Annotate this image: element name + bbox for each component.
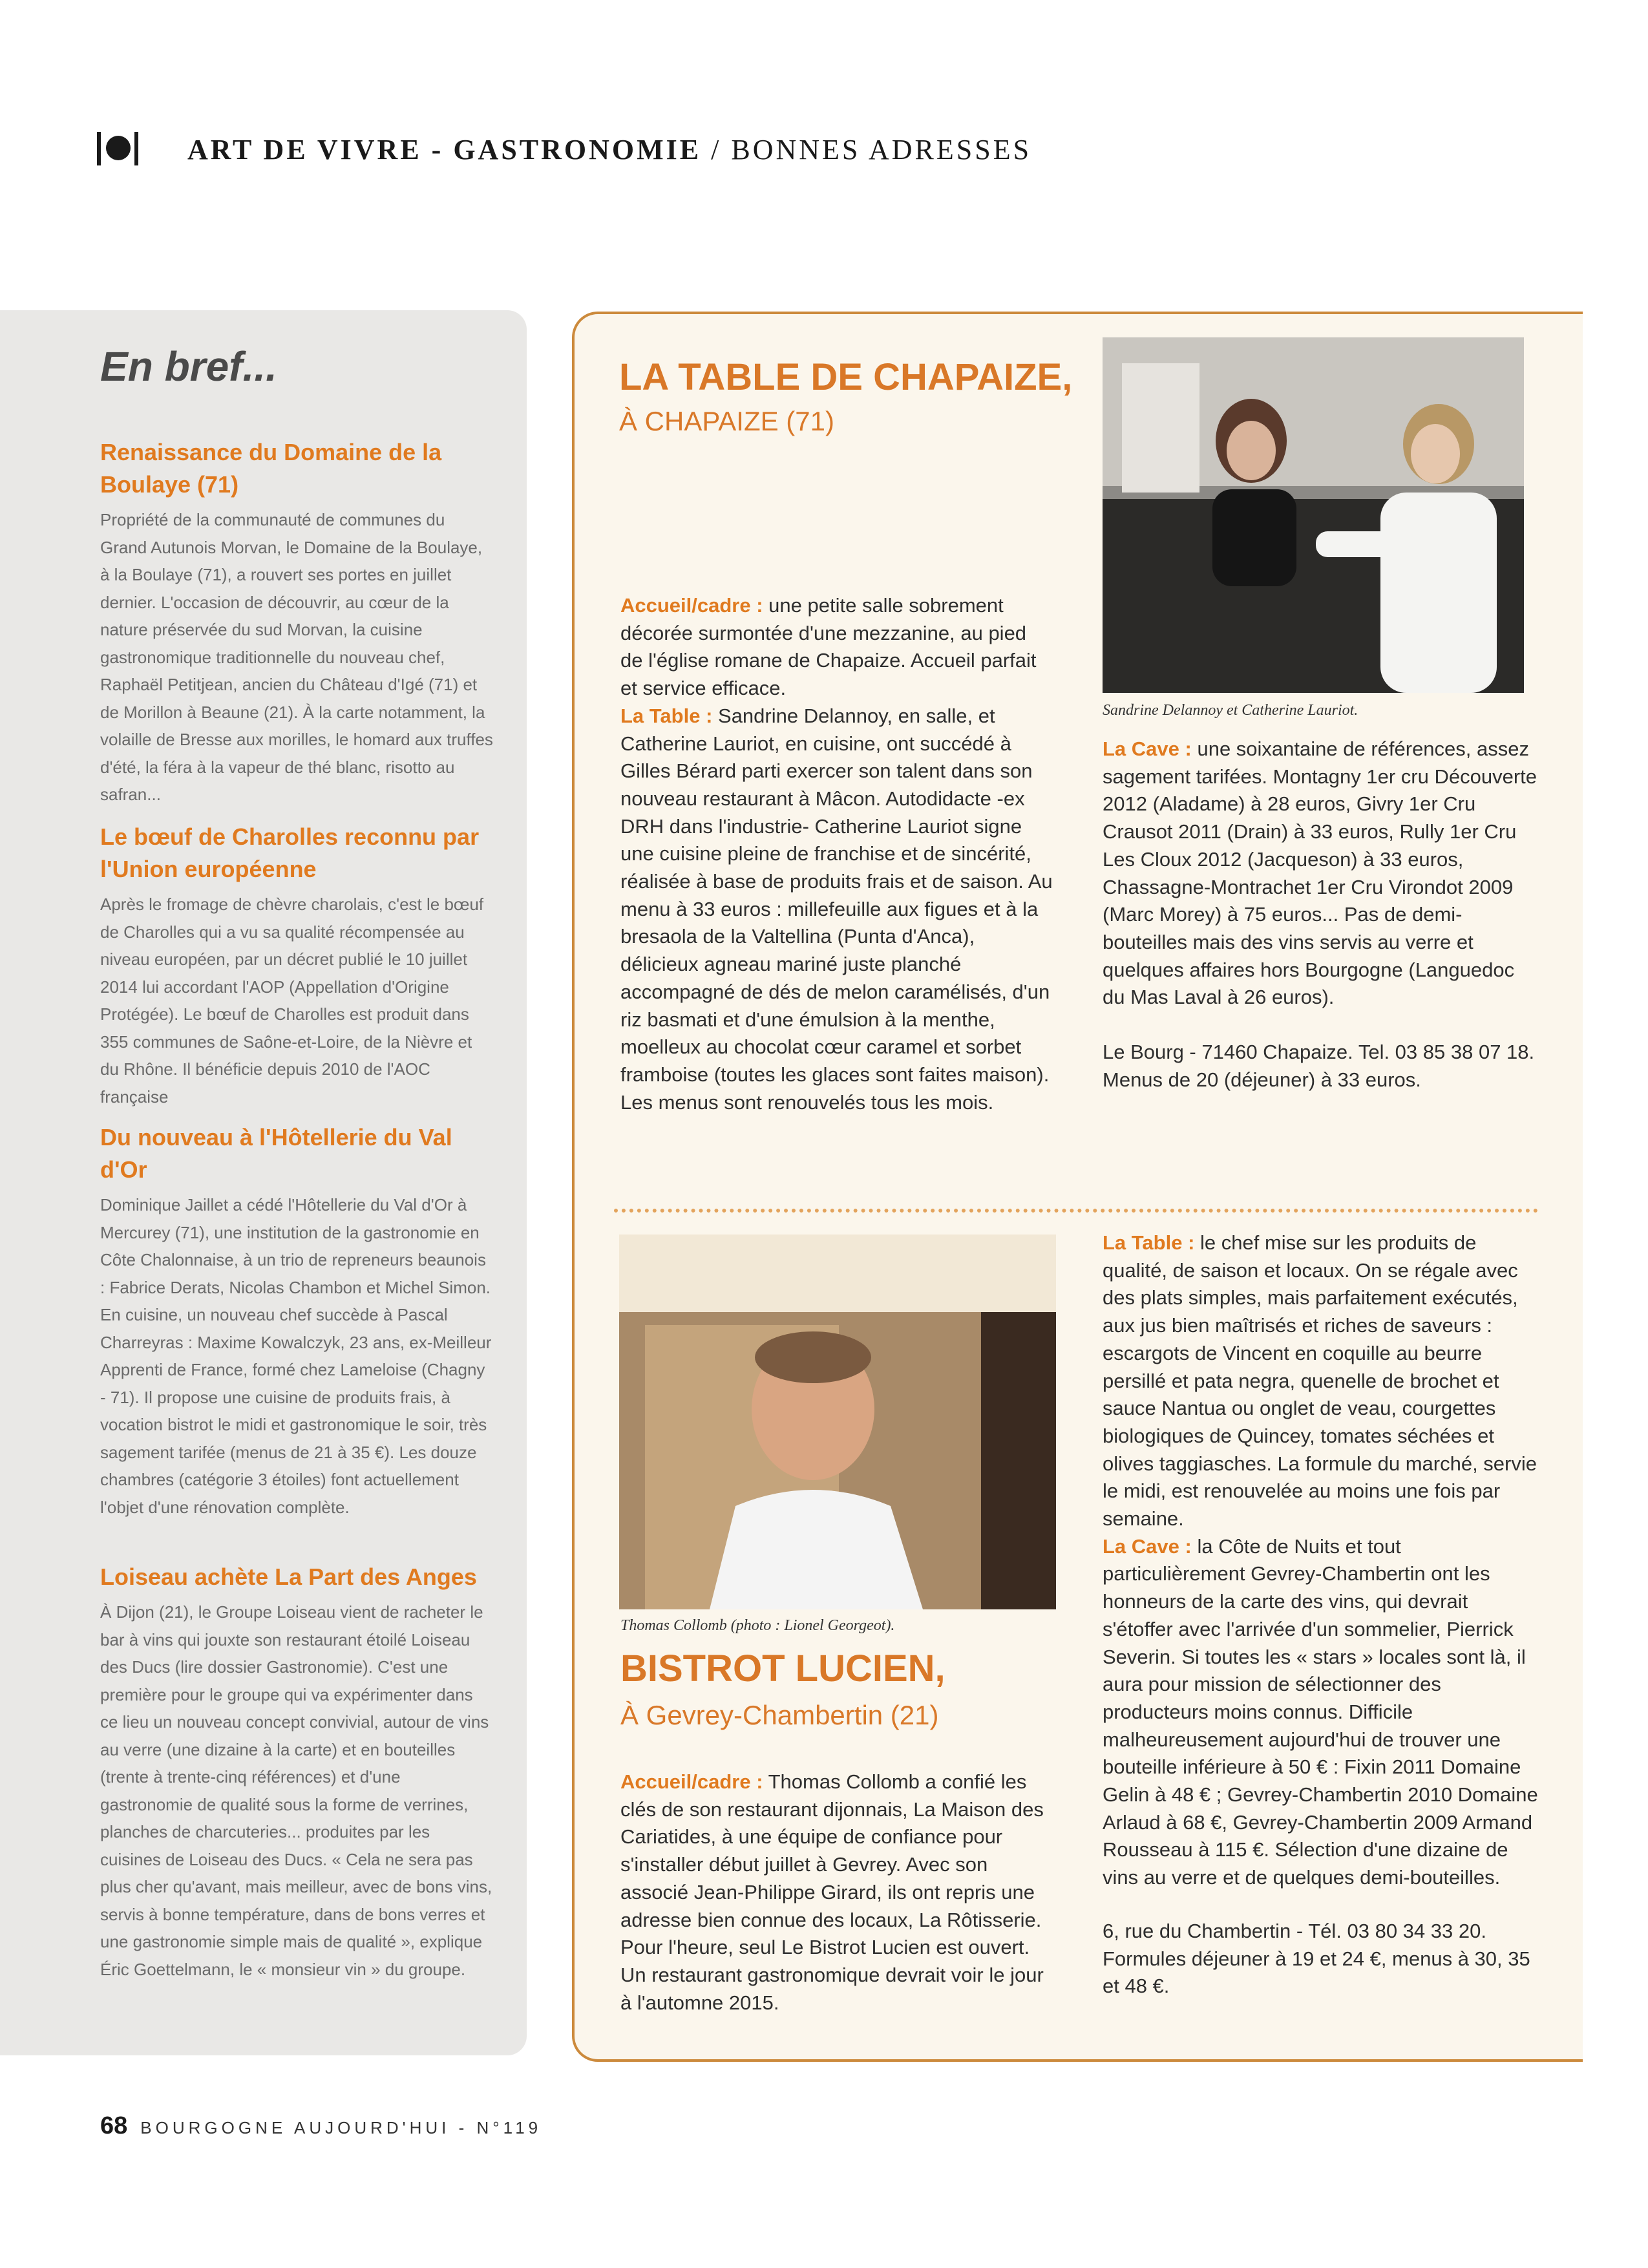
brief-item (100, 436, 494, 809)
chapaize-title: LA TABLE DE CHAPAIZE, (619, 356, 1073, 398)
en-bref-sidebar (0, 310, 527, 2055)
accueil-text: Thomas Collomb a confié les clés de son restaurant dijonnais, La Maison des Cariatides, à une équipe de confiance pour s'installer début juillet à Gevrey. Avec son associé Jean-Philippe Girard, ils ont repris une adresse bien connue des locaux, La Rôtisserie. Pour l'heure, seul Le Bistrot Lucien est ouvert. Un restaurant gastronomique devrait voir le jour à l'automne 2015. (620, 1770, 1044, 2014)
brief-text: Propriété de la communauté de communes du Grand Autunois Morvan, le Domaine de la Boulaye, à la Boulaye (71), a rouvert ses portes en juillet dernier. L'occasion de découvrir, au cœur de la nature préservée du sud Morvan, la cuisine gastronomique traditionnelle du nouveau chef, Raphaël Petitjean, ancien du Château d'Igé (71) et de Morillon à Beaune (21). À la carte notamment, la volaille de Bresse aux morilles, le homard aux truffes d'été, la féra à la vapeur de thé blanc, risotto au safran... (100, 510, 493, 804)
chapaize-text-right (1103, 736, 1542, 1094)
magazine-logo-icon (97, 132, 136, 165)
brief-title: Renaissance du Domaine de la Boulaye (71) (100, 439, 442, 498)
lucien-text-left (620, 1768, 1053, 2017)
table-text: Sandrine Delannoy, en salle, et Catherine Lauriot, en cuisine, ont succédé à Gilles Bérard parti exercer son talent dans son nouveau restaurant à Mâcon. Autodidacte -ex DRH dans l'industrie- Catherine Lauriot signe une cuisine pleine de franchise et de sincérité, réalisée à base de produits frais et de saison. Au menu à 33 euros : millefeuille aux figues et à la bresaola de la Valtellina (Punta d'Anca), délicieux agneau mariné juste planché accompagné de dés de melon caramélisés, d'un riz basmati et d'une émulsion à la menthe, moelleux au chocolat cœur caramel et sorbet framboise (toutes les glaces sont faites maison). Les menus sont renouvelés tous les mois. (620, 704, 1053, 1114)
cave-label: La Cave : (1103, 1534, 1192, 1558)
lucien-photo (619, 1235, 1056, 1609)
brief-title: Loiseau achète La Part des Anges (100, 1563, 477, 1590)
lucien-text-right (1103, 1229, 1542, 2000)
brief-text: Dominique Jaillet a cédé l'Hôtellerie du Val d'Or à Mercurey (71), une institution de la gastronomie en Côte Chalonnaise, à un trio de repreneurs beaunois : Fabrice Derats, Nicolas Chambon et Michel Simon. En cuisine, un nouveau chef succède à Pascal Charreyras : Maxime Kowalczyk, 23 ans, ex-Meilleur Apprenti de France, formé chez Lameloise (Chagny - 71). Il propose une cuisine de produits frais, à vocation bistrot le midi et gastronomique le soir, très sagement tarifée (menus de 21 à 35 €). Les douze chambres (catégorie 3 étoiles) font actuellement l'objet d'une rénovation complète. (100, 1195, 492, 1517)
lucien-address: 6, rue du Chambertin - Tél. 03 80 34 33 20. Formules déjeuner à 19 et 24 €, menus à 30, 35 et 48 €. (1103, 1919, 1530, 1998)
chapaize-caption: Sandrine Delannoy et Catherine Lauriot. (1103, 702, 1358, 719)
section-separator (614, 1209, 1538, 1213)
brief-text: Après le fromage de chèvre charolais, c'est le bœuf de Charolles qui a vu sa qualité récompensée au niveau européen, par un décret publié le 10 juillet 2014 lui accordant l'AOP (Appellation d'Origine Protégée). Le bœuf de Charolles est produit dans 355 communes de Saône-et-Loire, de la Nièvre et du Rhône. Il bénéficie depuis 2010 de l'AOC française (100, 895, 484, 1107)
chapaize-text-left (620, 592, 1053, 1116)
cave-label: La Cave : (1103, 737, 1192, 760)
brief-item (100, 821, 494, 1110)
page-header (97, 128, 1519, 173)
brief-title: Le bœuf de Charolles reconnu par l'Union européenne (100, 823, 480, 882)
cave-text: une soixantaine de références, assez sagement tarifées. Montagny 1er cru Découverte 2012 (Aladame) à 28 euros, Givry 1er Cru Crausot 2011 (Drain) à 33 euros, Rully 1er Cru Les Cloux 2012 (Jacqueson) à 33 euros, Chassagne-Montrachet 1er Cru Virondot 2009 (Marc Morey) à 75 euros... Pas de demi-bouteilles mais des vins servis au verre et quelques affaires hors Bourgogne (Languedoc du Mas Laval à 26 euros). (1103, 737, 1537, 1009)
section-title-rest: / BONNES ADRESSES (701, 134, 1032, 165)
magazine-name: BOURGOGNE AUJOURD'HUI - N°119 (140, 2118, 542, 2137)
page-number: 68 (100, 2112, 128, 2139)
sidebar-heading: En bref... (100, 343, 277, 390)
brief-item (100, 1121, 494, 1521)
accueil-text: une petite salle sobrement décorée surmontée d'une mezzanine, au pied de l'église romane de Chapaize. Accueil parfait et service efficace. (620, 594, 1037, 700)
brief-title: Du nouveau à l'Hôtellerie du Val d'Or (100, 1124, 452, 1183)
accueil-label: Accueil/cadre : (620, 1770, 763, 1793)
table-label: La Table : (620, 704, 713, 727)
brief-text: À Dijon (21), le Groupe Loiseau vient de racheter le bar à vins qui jouxte son restaurant étoilé Loiseau des Ducs (lire dossier Gastronomie). C'est une première pour le groupe qui va expérimenter dans ce lieu un nouveau concept convivial, autour de vins au verre (une dizaine à la carte) et en bouteilles (trente à trente-cinq références) et d'une gastronomie de qualité sous la forme de verrines, planches de charcuteries... produites par les cuisines de Loiseau des Ducs. « Cela ne sera pas plus cher qu'avant, mais meilleur, avec de bons vins, servis à bonne température, dans de bons verres et une gastronomie simple mais de qualité », explique Éric Goettelmann, le « monsieur vin » du groupe. (100, 1602, 492, 1979)
lucien-caption: Thomas Collomb (photo : Lionel Georgeot). (620, 1617, 895, 1634)
table-text: le chef mise sur les produits de qualité, de saison et locaux. On se régale avec des plats simples, mais parfaitement exécutés, aux jus bien maîtrisés et riches de saveurs : escargots de Vincent en coquille au beurre persillé et pata negra, quenelle de brochet et sauce Nantua ou onglet de veau, courgettes biologiques de Quincey, tomates séchées et olives taggiasches. La formule du marché, servie le midi, est renouvelée au moins une fois par semaine. (1103, 1231, 1537, 1531)
cave-text: la Côte de Nuits et tout particulièrement Gevrey-Chambertin ont les honneurs de la carte des vins, qui devrait s'étoffer avec l'arrivée d'un sommelier, Pierrick Severin. Si toutes les « stars » locales sont là, il aura pour mission de sélectionner des producteurs moins connus. Difficile malheureusement aujourd'hui de trouver une bouteille inférieure à 50 € : Fixin 2011 Domaine Gelin à 48 € ; Gevrey-Chambertin 2010 Domaine Arlaud à 68 €, Gevrey-Chambertin 2009 Armand Rousseau à 115 €. Sélection d'une dizaine de vins au verre et de quelques demi-bouteilles. (1103, 1534, 1538, 1889)
section-title (187, 133, 1031, 166)
lucien-title: BISTROT LUCIEN, (620, 1648, 945, 1690)
accueil-label: Accueil/cadre : (620, 594, 763, 617)
chapaize-photo-image (1103, 337, 1524, 693)
chapaize-photo (1103, 337, 1524, 693)
lucien-photo-image (619, 1235, 1056, 1609)
lucien-subtitle: À Gevrey-Chambertin (21) (620, 1700, 939, 1730)
chapaize-subtitle: À CHAPAIZE (71) (619, 406, 834, 436)
table-label: La Table : (1103, 1231, 1195, 1254)
chapaize-address: Le Bourg - 71460 Chapaize. Tel. 03 85 38 07 18. Menus de 20 (déjeuner) à 33 euros. (1103, 1041, 1535, 1091)
brief-item (100, 1561, 494, 1983)
page-footer (100, 2112, 542, 2140)
section-title-bold: ART DE VIVRE - GASTRONOMIE (187, 134, 702, 165)
